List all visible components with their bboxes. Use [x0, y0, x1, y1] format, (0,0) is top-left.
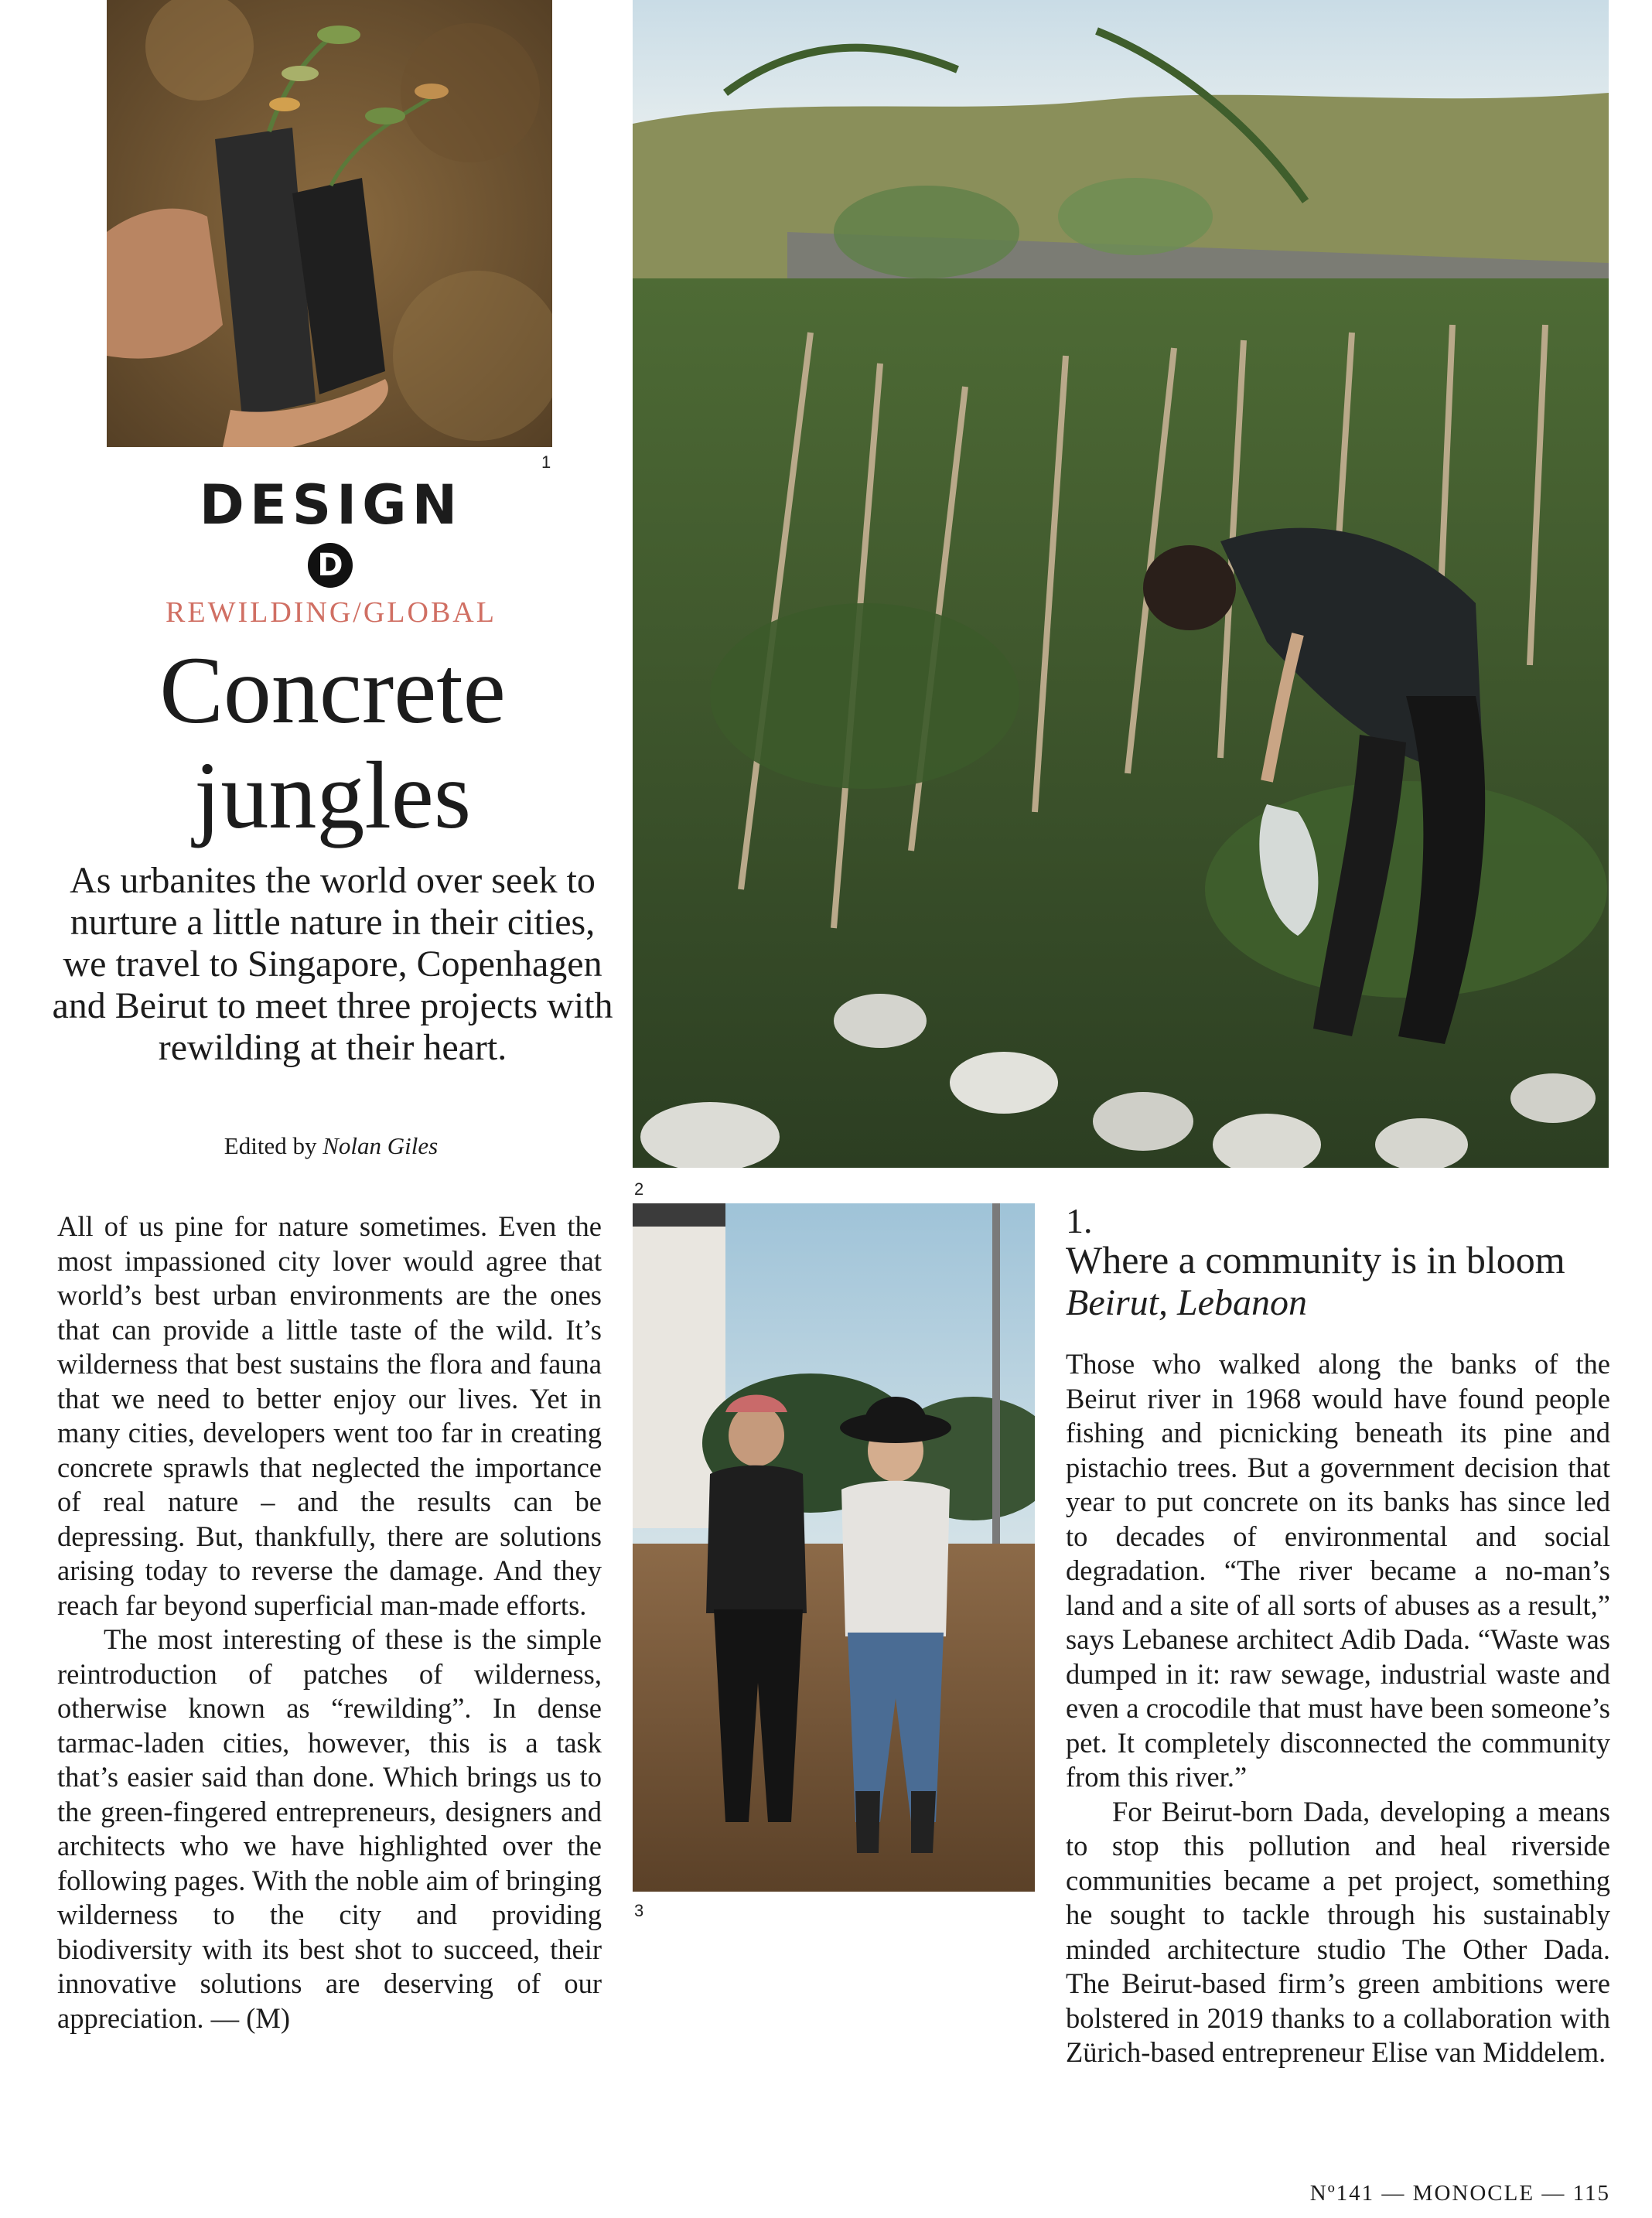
byline-prefix: Edited by [224, 1132, 317, 1159]
feature-paragraph: For Beirut-born Dada, developing a means to stop this pollution and heal riverside communities became a pet project, something he sought to tackle through his sustainably minded architecture studio The Other Dada. The Beirut-based firm’s green ambitions were bolstered in 2019 thanks to a collaboration with Zürich-based entrepreneur Elise van Middelem. [1066, 1795, 1610, 2068]
feature-title: Where a community is in bloom [1066, 1238, 1565, 1281]
photo-portrait [633, 1203, 1035, 1892]
photo-2-number: 2 [634, 1179, 644, 1199]
kicker: REWILDING/GLOBAL [166, 596, 497, 629]
intro-paragraph: All of us pine for nature sometimes. Even the most impassioned city lover would agree that world’s best urban environments are the ones that can provide a little taste of the wild. It’s wilderness that best sustains the flora and fauna that we need to better enjoy our lives. Yet in many cities, developers went too far in creating concrete sprawls that neglected the importance of real nature – and the results can be depressing. But, thankfully, there are solutions arising today to reverse the damage. And they reach far beyond superficial man-made efforts. [57, 1210, 602, 1621]
folio: Nº141 — MONOCLE — 115 [1309, 2181, 1610, 2206]
section-title: DESIGN [199, 473, 463, 537]
feature-paragraph: Those who walked along the banks of the Beirut river in 1968 would have found people fishing and picnicking beneath its pine and pistachio trees. But a government decision that year to put concrete on its banks has since led to decades of environmental and social degradation. “The river became a no-man’s land and a site of all sorts of abuses as a result,” says Lebanese architect Adib Dada. “Waste was dumped in it: raw sewage, industrial waste and even a crocodile that must have been someone’s pet. It completely disconnected the community from this river.” [1066, 1348, 1610, 1793]
feature-number: 1. [1066, 1201, 1093, 1240]
photo-3-number: 3 [634, 1901, 644, 1920]
feature-text [1066, 1347, 1610, 2070]
headline: Concrete jungles [159, 637, 506, 848]
intro-paragraph: The most interesting of these is the simple reintroduction of patches of wilderness, otherwise known as “rewilding”. In dense tarmac-laden cities, however, this is a task that’s easier said than done. Which brings us to the green-fingered entrepreneurs, designers and architects who we have highlighted over the following pages. With the noble aim of bringing wilderness to the city and providing biodiversity with its best shot to succeed, their innovative solutions are deserving of our appreciation. — (M) [57, 1623, 602, 2034]
byline-author: Nolan Giles [323, 1132, 439, 1159]
photo-1-number: 1 [541, 452, 551, 472]
photo-garden [633, 0, 1609, 1168]
photo-seedlings [107, 0, 552, 447]
intro-text [57, 1210, 602, 2035]
standfirst: As urbanites the world over seek to nurture a little nature in their cities, we travel to Singapore, Copenhagen and Beirut to meet three projects with rewilding at their heart. [52, 860, 613, 1068]
byline [107, 1132, 555, 1160]
section-badge-icon: D [308, 543, 353, 588]
feature-location: Beirut, Lebanon [1066, 1282, 1307, 1323]
